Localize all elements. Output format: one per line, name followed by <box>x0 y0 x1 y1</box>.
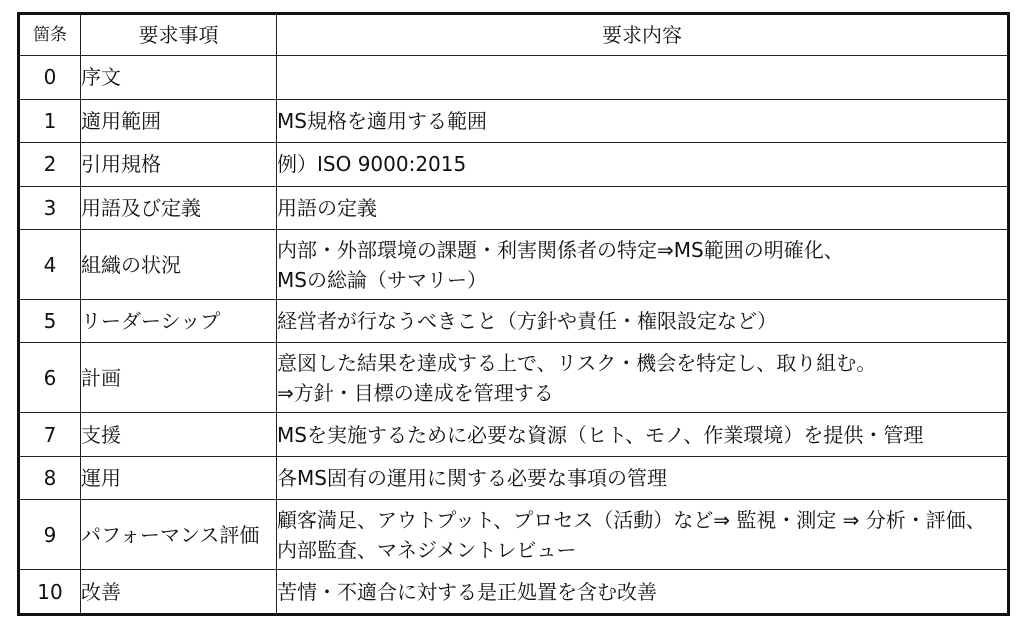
table-row <box>19 99 1009 143</box>
requirements-table-frame <box>17 12 1007 616</box>
content-line: 苦情・不適合に対する是正処置を含む改善 <box>277 579 657 604</box>
content-line: 各MS固有の運用に関する必要な事項の管理 <box>277 466 667 491</box>
table-row <box>19 456 1009 500</box>
requirement-content <box>277 456 1009 500</box>
requirement-item: 適用範囲 <box>81 99 277 143</box>
table-row <box>19 413 1009 457</box>
requirement-item: 運用 <box>81 456 277 500</box>
requirement-item: 引用規格 <box>81 143 277 187</box>
content-line: 意図した結果を達成する上で、リスク・機会を特定し、取り組む。 <box>277 350 877 375</box>
clause-number: 8 <box>19 456 81 500</box>
content-line: 例）ISO 9000:2015 <box>277 152 467 177</box>
requirement-content <box>277 99 1009 143</box>
clause-number: 4 <box>19 230 81 300</box>
table-body <box>19 56 1009 615</box>
content-line: ⇒方針・目標の達成を管理する <box>277 380 554 405</box>
clause-number: 1 <box>19 99 81 143</box>
requirement-content <box>277 500 1009 570</box>
header-row <box>19 14 1009 56</box>
content-line: 顧客満足、アウトプット、プロセス（活動）など⇒ 監視・測定 ⇒ 分析・評価、 <box>277 507 986 532</box>
requirement-item: リーダーシップ <box>81 299 277 343</box>
requirement-content <box>277 343 1009 413</box>
content-line: MS規格を適用する範囲 <box>277 108 487 133</box>
clause-number: 2 <box>19 143 81 187</box>
table-row <box>19 343 1009 413</box>
requirement-item: 組織の状況 <box>81 230 277 300</box>
content-line: MSを実施するために必要な資源（ヒト、モノ、作業環境）を提供・管理 <box>277 422 924 447</box>
requirement-content <box>277 56 1009 100</box>
table-row <box>19 500 1009 570</box>
table-row <box>19 230 1009 300</box>
header-clause-no: 箇条 <box>19 14 81 56</box>
clause-number: 0 <box>19 56 81 100</box>
table-row <box>19 570 1009 615</box>
clause-number: 3 <box>19 186 81 230</box>
requirement-item: 改善 <box>81 570 277 615</box>
requirement-content <box>277 143 1009 187</box>
requirement-item: 支援 <box>81 413 277 457</box>
requirement-item: 序文 <box>81 56 277 100</box>
table-row <box>19 56 1009 100</box>
requirement-content <box>277 299 1009 343</box>
requirement-content <box>277 230 1009 300</box>
table-row <box>19 186 1009 230</box>
requirement-item: 計画 <box>81 343 277 413</box>
requirement-item: 用語及び定義 <box>81 186 277 230</box>
requirements-table <box>17 12 1010 616</box>
requirement-content <box>277 186 1009 230</box>
clause-number: 10 <box>19 570 81 615</box>
requirement-item: パフォーマンス評価 <box>81 500 277 570</box>
content-line: 内部監査、マネジメントレビュー <box>277 537 577 562</box>
table-row <box>19 299 1009 343</box>
requirement-content <box>277 413 1009 457</box>
clause-number: 5 <box>19 299 81 343</box>
content-line: 用語の定義 <box>277 195 377 220</box>
clause-number: 7 <box>19 413 81 457</box>
header-requirement-item: 要求事項 <box>81 14 277 56</box>
requirement-content <box>277 570 1009 615</box>
clause-number: 9 <box>19 500 81 570</box>
header-requirement-content: 要求内容 <box>277 14 1009 56</box>
clause-number: 6 <box>19 343 81 413</box>
content-line: 経営者が行なうべきこと（方針や責任・権限設定など） <box>277 309 777 334</box>
content-line: 内部・外部環境の課題・利害関係者の特定⇒MS範囲の明確化、 <box>277 237 844 262</box>
table-row <box>19 143 1009 187</box>
table-header <box>19 14 1009 56</box>
content-line: MSの総論（サマリー） <box>277 267 487 292</box>
